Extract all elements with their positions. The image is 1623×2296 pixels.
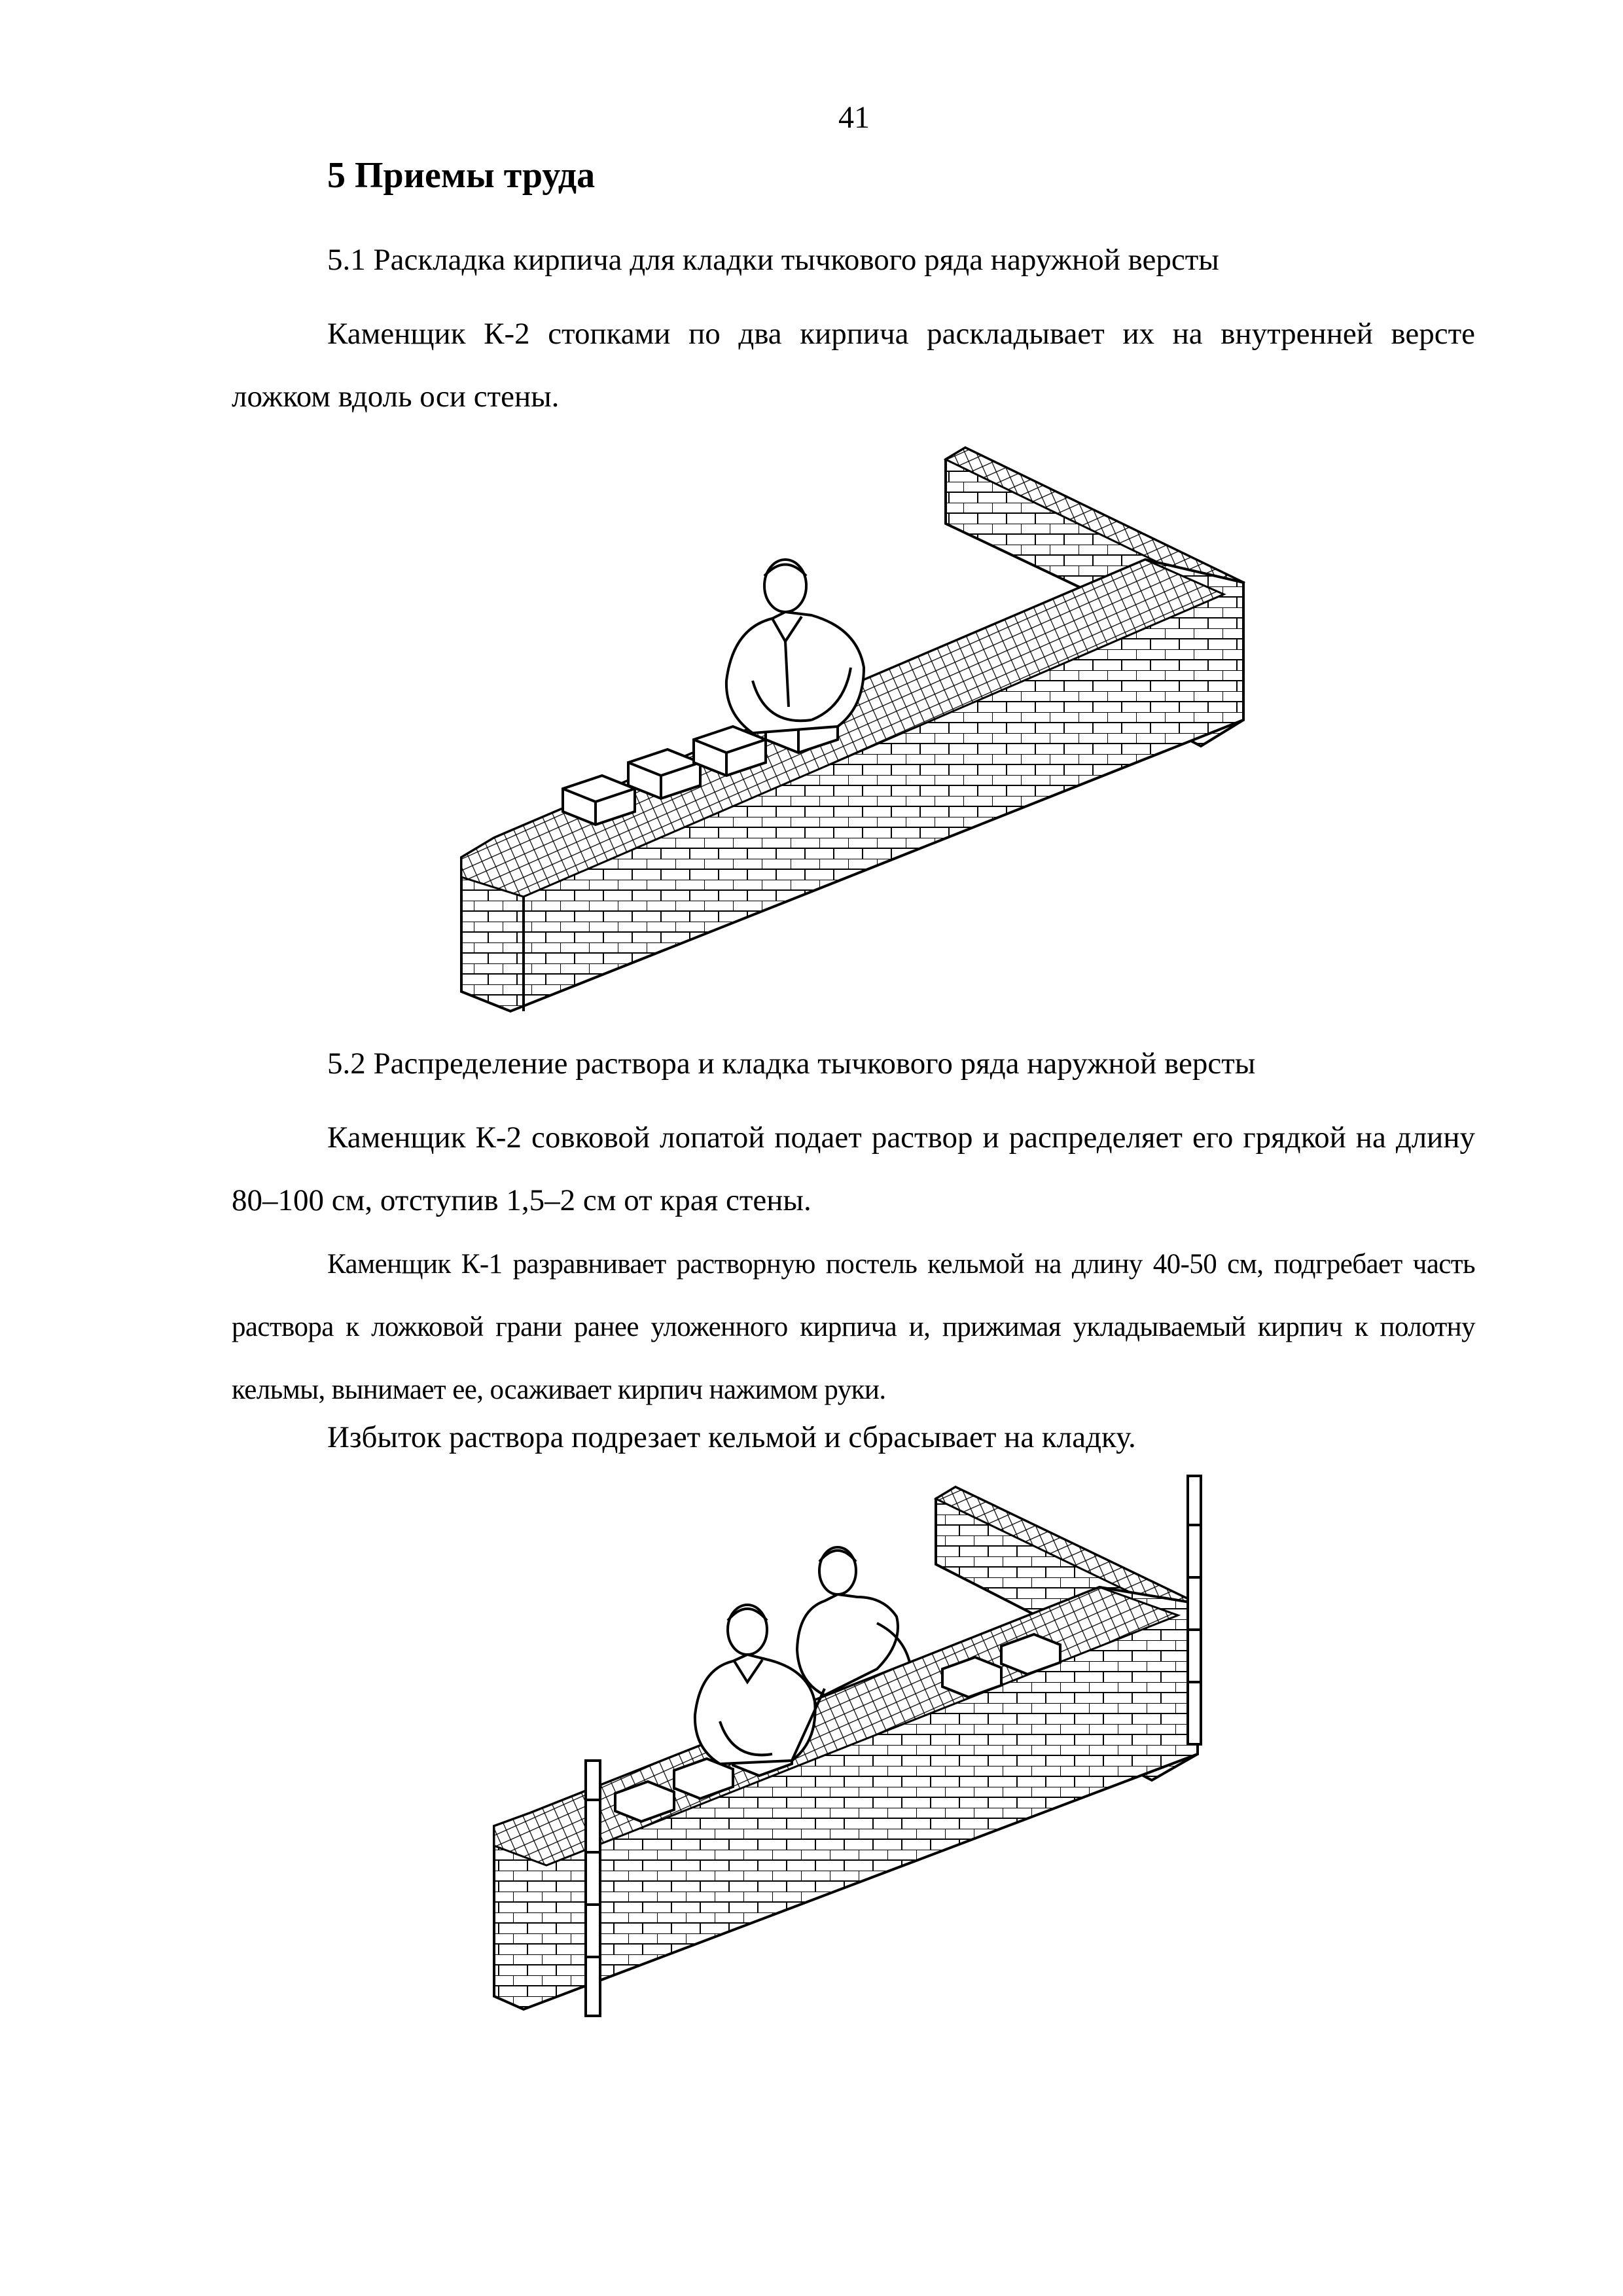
bricklayer-k1-figure xyxy=(695,1605,815,1764)
subsection-1-heading: 5.1 Раскладка кирпича для кладки тычкового ряда наружной версты xyxy=(327,243,1219,277)
subsection-2-paragraph-1: Каменщик К-2 совковой лопатой подает раствор и распределяет его грядкой на длину 80–100 см, отступив 1,5–2 см от края стены. xyxy=(232,1121,1475,1217)
section-heading: 5 Приемы труда xyxy=(327,155,596,196)
figure-bricklayer-laying-bricks xyxy=(445,419,1270,1021)
brick-wall-illustration-1 xyxy=(445,419,1270,1021)
subsection-2-paragraph-2: Каменщик К-1 разравнивает растворную постель кельмой на длину 40-50 см, подгребает часть раствора к ложковой грани ранее уложенного кирпича и, прижимая укладываемый кирпич к полотну кельмы, вынимает ее, осаживает кирпич нажимом руки. xyxy=(232,1249,1475,1405)
corner-pole-right xyxy=(1188,1476,1201,1744)
page-number: 41 xyxy=(838,100,870,135)
subsection-2-heading: 5.2 Распределение раствора и кладка тычкового ряда наружной версты xyxy=(327,1047,1256,1081)
corner-pole-left xyxy=(586,1761,600,2016)
subsection-1-paragraph: Каменщик К-2 стопками по два кирпича раскладывает их на внутренней версте ложком вдоль оси стены. xyxy=(232,317,1475,414)
brick-wall-illustration-2 xyxy=(484,1473,1224,2029)
figure-two-bricklayers-mortar xyxy=(484,1473,1224,2029)
bricklayer-figure xyxy=(726,560,864,733)
subsection-2-paragraph-3: Избыток раствора подрезает кельмой и сбрасывает на кладку. xyxy=(327,1420,1136,1454)
